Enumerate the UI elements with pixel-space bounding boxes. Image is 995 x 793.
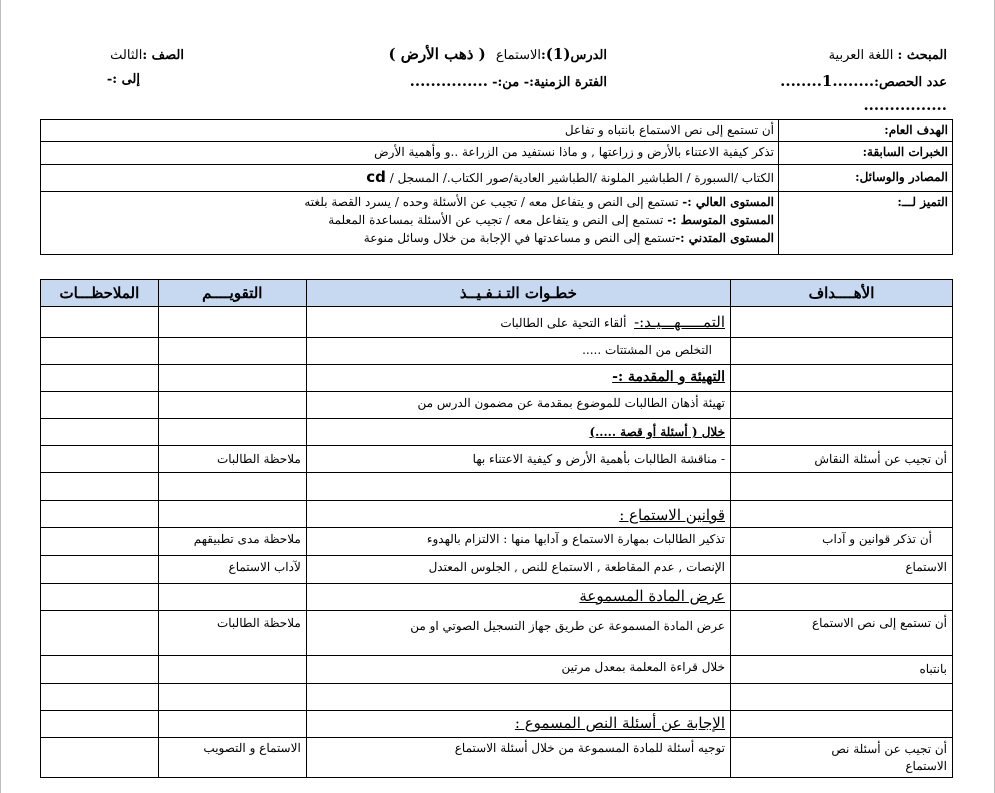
dots-line (863, 96, 947, 114)
table-row (41, 419, 953, 446)
table-row (41, 528, 953, 556)
goal-label: الهدف العام: (779, 120, 953, 142)
objective-listen-text: أن تستمع إلى نص الاستماع (731, 611, 953, 656)
step-prep-method: خلال ( أسئلة أو قصة .....) (306, 419, 730, 446)
table-row (41, 365, 953, 392)
grade-value: الثالث (110, 48, 143, 63)
objectives-header: الأهــــداف (731, 280, 953, 307)
table-row (41, 501, 953, 528)
table-row (41, 684, 953, 711)
step-discussion: - مناقشة الطالبات بأهمية الأرض و كيفية الاعتناء بها (306, 446, 730, 473)
level-high: المستوى العالي :- تستمع إلى النص و يتفاعل معه / تجيب عن الأسئلة وحده / يسرد القصة بلغته (304, 195, 774, 209)
table-row (41, 584, 953, 611)
sessions-line (780, 72, 947, 90)
goal-value: أن تستمع إلى نص الاستماع بانتباه و تفاعل (41, 120, 779, 142)
sessions-value: ........1........ (780, 72, 875, 90)
level-medium: المستوى المتوسط :- تستمع إلى النص و يتفاعل معه / تجيب عن الأسئلة بمساعدة المعلمة (328, 213, 774, 227)
lesson-label: الدرس (570, 48, 607, 63)
level-low: المستوى المتدني :-تستمع إلى النص و مساعدتها في الإجابة من خلال وسائل منوعة (363, 231, 774, 245)
lesson-type: الاستماع (495, 48, 541, 63)
table-row (41, 446, 953, 473)
step-intro: التمـــــهـــيـد:- ألقاء التحية على الطالبات (306, 307, 730, 338)
subject-line (829, 48, 947, 63)
info-row-prior (41, 142, 953, 165)
grade-label: الصف : (142, 48, 184, 63)
resources-label: المصادر والوسائل: (779, 165, 953, 192)
resources-text: الكتاب /السبورة / الطباشير الملونة /الطباشير العادية/صور الكتاب./ المسجل / (389, 171, 774, 185)
period-value: ............... (409, 72, 488, 90)
info-row-resources (41, 165, 953, 192)
table-row (41, 338, 953, 365)
dots-filler: ................ (863, 96, 947, 114)
table-row (41, 611, 953, 656)
steps-header: خطـوات التـنـفـيــذ (306, 280, 730, 307)
info-table (40, 119, 953, 255)
eval-audio: ملاحظة الطالبات (158, 611, 306, 656)
step-answers-head: الإجابة عن أسئلة النص المسموع : (306, 711, 730, 738)
objective-rules: أن تذكر قوانين و آداب (731, 528, 953, 556)
resources-cd: cd (366, 168, 386, 186)
step-prep-text: تهيئة أذهان الطالبات للموضوع بمقدمة عن مضمون الدرس من (306, 392, 730, 419)
grade-line (110, 48, 184, 63)
eval-discussion: ملاحظة الطالبات (158, 446, 306, 473)
objective-answers: أن تجيب عن أسئلة نص الاستماع (731, 738, 953, 778)
lesson-line (388, 45, 607, 63)
differentiation-value (41, 192, 779, 255)
objective-attention: بانتباه (731, 656, 953, 684)
plan-table (40, 279, 953, 778)
table-row (41, 307, 953, 338)
lesson-number: (1) (545, 45, 571, 63)
objective-listening: الاستماع (731, 556, 953, 584)
step-rules-head: قوانين الاستماع : (306, 501, 730, 528)
to-line (107, 72, 140, 87)
step-manners: الإنصات , عدم المقاطعة , الاستماع للنص , الجلوس المعتدل (306, 556, 730, 584)
lesson-colon: : (540, 48, 546, 63)
subject-label: المبحث : (897, 48, 947, 63)
differentiation-label: التميز لـــ: (779, 192, 953, 255)
resources-value (41, 165, 779, 192)
step-distractions: التخلص من المشتتات ..... (306, 338, 730, 365)
step-audio: عرض المادة المسموعة عن طريق جهاز التسجيل الصوتي او من (306, 611, 730, 656)
info-row-goal (41, 120, 953, 142)
step-prep-head: التهيئة و المقدمة :- (306, 365, 730, 392)
sessions-label: عدد الحصص: (874, 75, 947, 90)
table-row (41, 711, 953, 738)
subject-value: اللغة العربية (828, 48, 894, 63)
objective-discussion: أن تجيب عن أسئلة النقاش (731, 446, 953, 473)
evaluation-header: التقويــــم (158, 280, 306, 307)
lesson-title: ( ذهب الأرض ) (388, 45, 486, 63)
eval-manners: لآداب الاستماع (158, 556, 306, 584)
table-row (41, 738, 953, 778)
table-row (41, 392, 953, 419)
table-row (41, 656, 953, 684)
table-row (41, 473, 953, 501)
period-line (410, 72, 607, 90)
period-label: الفترة الزمنية:- من:- (492, 75, 607, 90)
eval-answers: الاستماع و التصويب (158, 738, 306, 778)
step-reading: خلال قراءة المعلمة بمعدل مرتين (306, 656, 730, 684)
step-rules: تذكير الطالبات بمهارة الاستماع و آدابها منها : الالتزام بالهدوء (306, 528, 730, 556)
plan-header-row (41, 280, 953, 307)
step-audio-head: عرض المادة المسموعة (306, 584, 730, 611)
info-row-differentiation (41, 192, 953, 255)
table-row (41, 556, 953, 584)
prior-label: الخبرات السابقة: (779, 142, 953, 165)
step-answers: توجيه أسئلة للمادة المسموعة من خلال أسئلة الاستماع (306, 738, 730, 778)
eval-rules: ملاحظة مدى تطبيقهم (158, 528, 306, 556)
to-label: إلى :- (106, 72, 140, 87)
notes-header: الملاحظـــات (41, 280, 159, 307)
prior-value: تذكر كيفية الاعتناء بالأرض و زراعتها , و ماذا نستفيد من الزراعة ..و وأهمية الأرض (41, 142, 779, 165)
